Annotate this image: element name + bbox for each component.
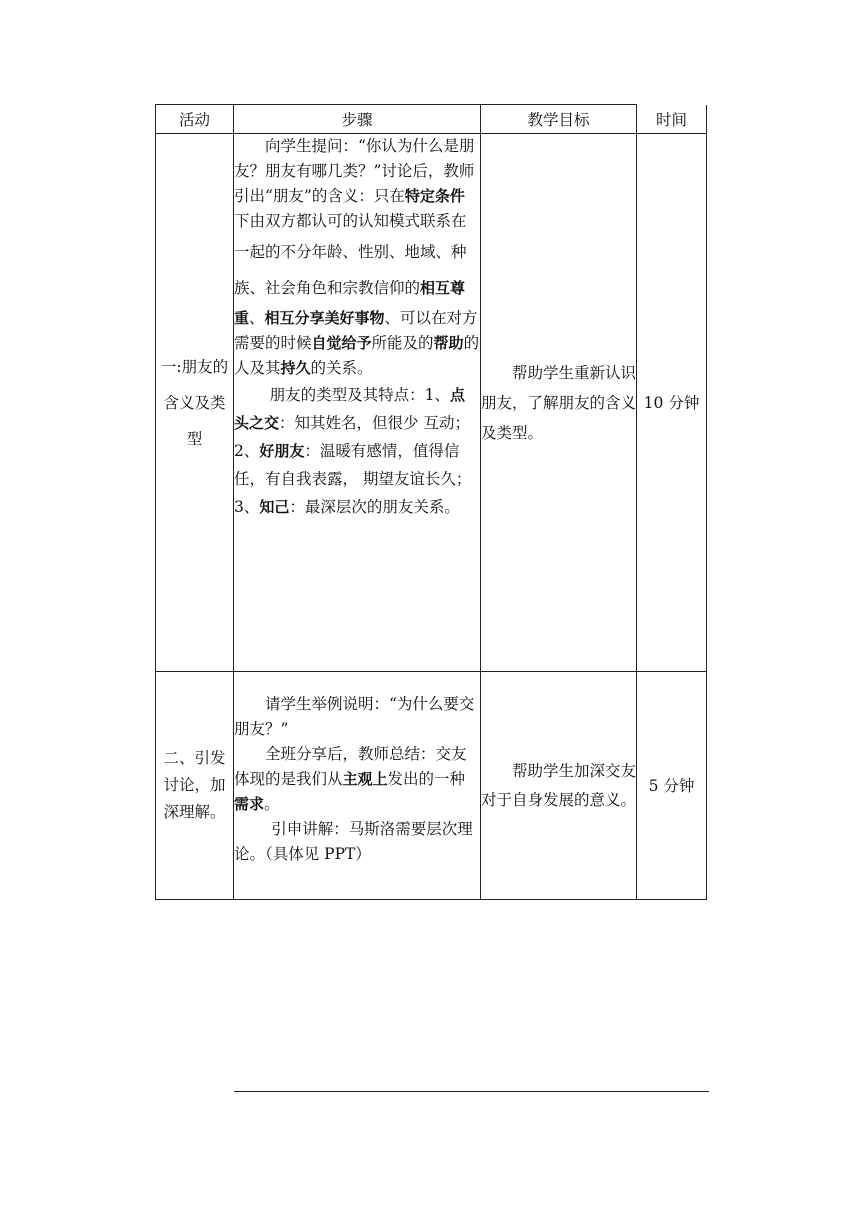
row2-goal: 帮助学生加深交友对于自身发展的意义。 (481, 672, 637, 900)
row1-steps (234, 134, 481, 672)
table-header-row (156, 105, 707, 134)
row2-time: 5 分钟 (637, 672, 707, 900)
header-time: 时间 (637, 105, 707, 134)
row2-steps-paragraph2: 全班分享后，教师总结：交友体现的是我们从主观上发出的一种需求。 (234, 745, 467, 813)
row1-activity: 一:朋友的含义及类型 (156, 134, 234, 672)
row2-steps-paragraph3: 引申讲解：马斯洛需要层次理论。（具体见 PPT） (234, 820, 473, 863)
row1-goal: 帮助学生重新认识朋友，了解朋友的含义及类型。 (481, 134, 637, 672)
row2-steps (234, 672, 481, 900)
row1-steps-paragraph2: 朋友的类型及其特点：1、点头之交：知其姓名，但很少 互动；2、好朋友：温暖有感情，值得信任，有自我表露， 期望友谊长久；3、知己：最深层次的朋友关系。 (234, 386, 472, 516)
row2-activity: 二、引发讨论，加深理解。 (156, 672, 234, 900)
header-steps: 步骤 (234, 105, 481, 134)
header-goal: 教学目标 (481, 105, 637, 134)
header-activity: 活动 (156, 105, 234, 134)
table-row (156, 134, 707, 672)
row1-time: 10 分钟 (637, 134, 707, 672)
row1-steps-paragraph1: 向学生提问：“你认为什么是朋友？朋友有哪几类？”讨论后，教师引出“朋友”的含义：只在特定条件下由双方都认可的认知模式联系在一起的不分年龄、性别、地域、种族、社会角色和宗教信仰的相互尊重、相互分享美好事物、可以在对方需要的时候自觉给予所能及的帮助的人及其持久的关系。 (234, 137, 480, 377)
footer-divider (234, 1091, 709, 1092)
row2-steps-paragraph1: 请学生举例说明：“为什么要交朋友？” (234, 695, 475, 738)
lesson-plan-table (155, 104, 707, 900)
table-row (156, 672, 707, 900)
